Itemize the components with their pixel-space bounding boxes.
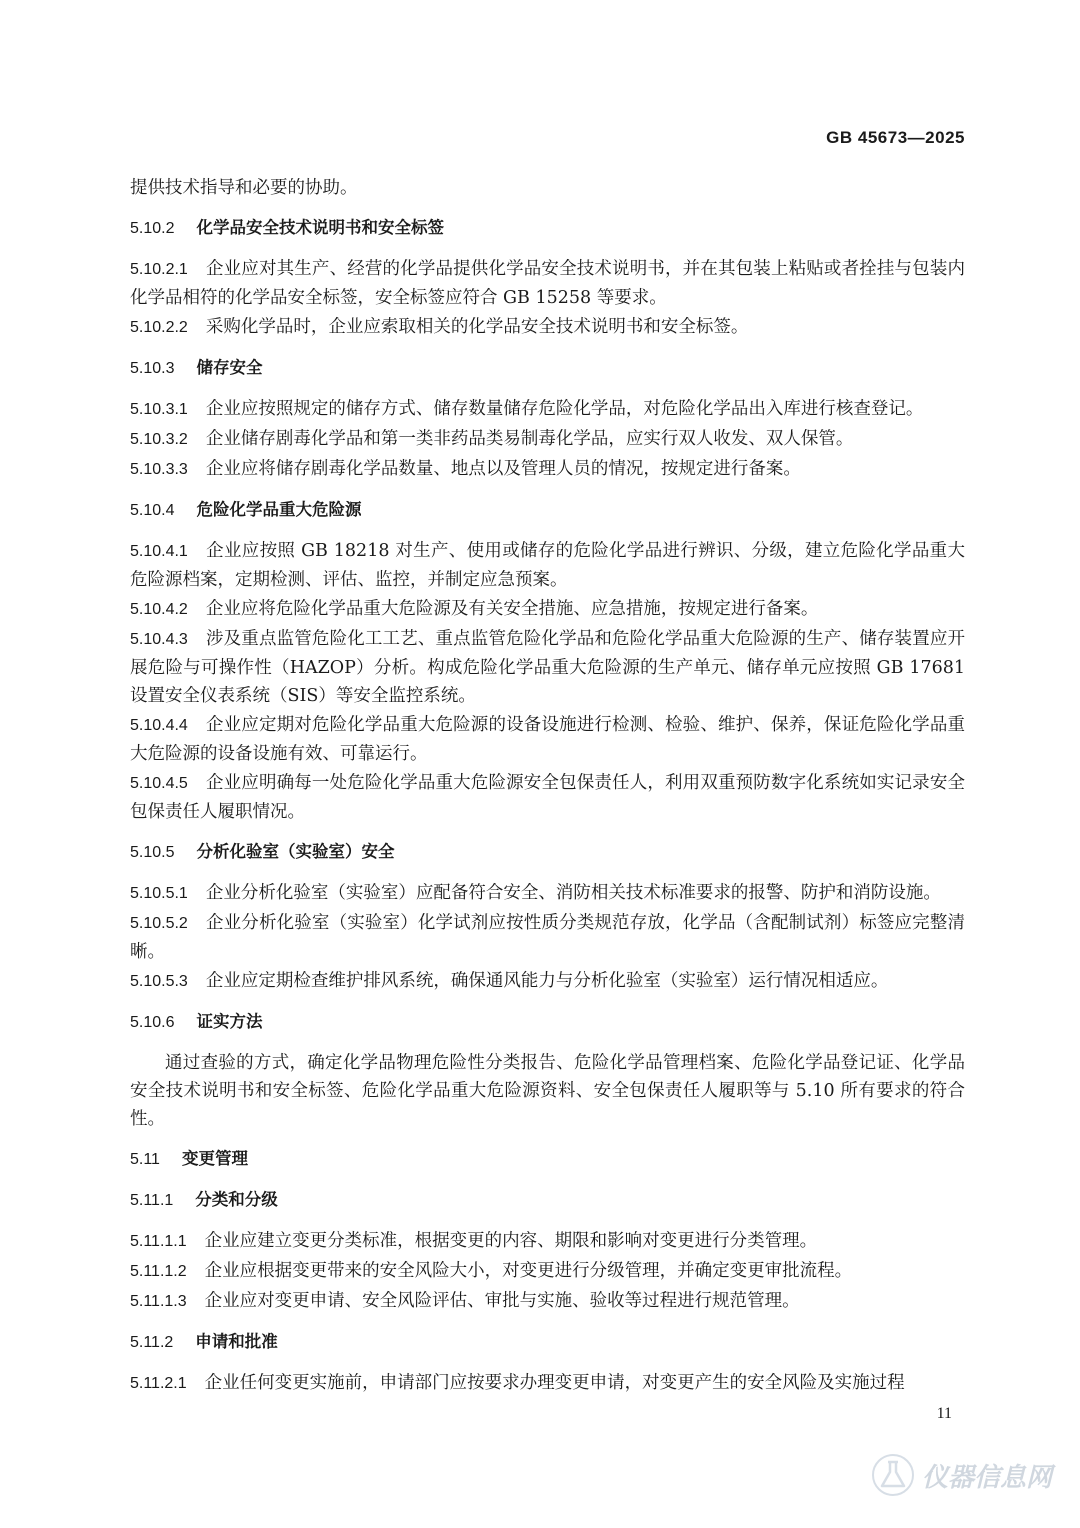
section-title: 变更管理	[181, 1149, 248, 1168]
section-heading	[130, 214, 965, 243]
clause-paragraph	[130, 1369, 965, 1398]
clause-text: 企业应对变更申请、安全风险评估、审批与实施、验收等过程进行规范管理。	[204, 1291, 800, 1311]
clause-paragraph	[130, 455, 965, 484]
clause-text: 企业应明确每一处危险化学品重大危险源安全包保责任人，利用双重预防数字化系统如实记录安全包保责任人履职情况。	[130, 773, 965, 822]
clause-text: 企业应定期对危险化学品重大危险源的设备设施进行检测、检验、维护、保养，保证危险化学品重大危险源的设备设施有效、可靠运行。	[130, 715, 965, 764]
clause-number: 5.10.4.1	[130, 543, 188, 560]
clause-paragraph	[130, 967, 965, 996]
clause-number: 5.10.5.2	[130, 915, 188, 932]
clause-text: 企业应根据变更带来的安全风险大小，对变更进行分级管理，并确定变更审批流程。	[204, 1261, 853, 1281]
clause-text: 企业应建立变更分类标准，根据变更的内容、期限和影响对变更进行分类管理。	[204, 1231, 818, 1251]
clause-paragraph	[130, 625, 965, 710]
clause-paragraph	[130, 909, 965, 966]
section-number: 5.11	[130, 1151, 160, 1168]
section-number: 5.10.4	[130, 502, 175, 519]
clause-paragraph	[130, 595, 965, 624]
clause-paragraph	[130, 1287, 965, 1316]
clause-number: 5.10.2.1	[130, 261, 188, 278]
section-heading	[130, 1008, 965, 1037]
clause-number: 5.11.1.3	[130, 1293, 187, 1310]
clause-number: 5.10.3.1	[130, 401, 188, 418]
body-paragraph: 通过查验的方式，确定化学品物理危险性分类报告、危险化学品管理档案、危险化学品登记证、化学品安全技术说明书和安全标签、危险化学品重大危险源资料、安全包保责任人履职等与 5.10 所有要求的符合性。	[130, 1053, 965, 1129]
clause-number: 5.10.5.1	[130, 885, 188, 902]
clause-text: 企业应按照 GB 18218 对生产、使用或储存的危险化学品进行辨识、分级，建立危险化学品重大危险源档案，定期检测、评估、监控，并制定应急预案。	[130, 541, 965, 590]
clause-paragraph	[130, 255, 965, 312]
clause-paragraph	[130, 395, 965, 424]
clause-number: 5.10.5.3	[130, 973, 188, 990]
clause-paragraph	[130, 1257, 965, 1286]
section-title: 分析化验室（实验室）安全	[196, 842, 395, 861]
section-heading	[130, 838, 965, 867]
clause-number: 5.10.4.2	[130, 601, 188, 618]
section-title: 危险化学品重大危险源	[196, 500, 362, 519]
section-number: 5.10.6	[130, 1014, 175, 1031]
section-title: 申请和批准	[195, 1332, 278, 1351]
clause-text: 企业分析化验室（实验室）应配备符合安全、消防相关技术标准要求的报警、防护和消防设施。	[205, 883, 941, 903]
clause-number: 5.10.3.3	[130, 461, 188, 478]
watermark	[870, 1452, 1052, 1498]
clause-number: 5.10.4.3	[130, 631, 188, 648]
clause-paragraph	[130, 879, 965, 908]
section-number: 5.11.1	[130, 1192, 174, 1209]
clause-number: 5.10.4.5	[130, 775, 188, 792]
clause-text: 企业任何变更实施前，申请部门应按要求办理变更申请，对变更产生的安全风险及实施过程	[204, 1373, 905, 1393]
section-number: 5.10.2	[130, 220, 175, 237]
continuation-text: 提供技术指导和必要的协助。	[130, 178, 358, 198]
clause-number: 5.11.1.2	[130, 1263, 187, 1280]
clause-text: 涉及重点监管危险化工工艺、重点监管危险化学品和危险化学品重大危险源的生产、储存装置应开展危险与可操作性（HAZOP）分析。构成危险化学品重大危险源的生产单元、储存单元应按照 GB 17681 设置安全仪表系统（SIS）等安全监控系统。	[130, 629, 965, 706]
clause-paragraph	[130, 425, 965, 454]
clause-text: 企业储存剧毒化学品和第一类非药品类易制毒化学品，应实行双人收发、双人保管。	[205, 429, 854, 449]
section-number: 5.10.3	[130, 360, 175, 377]
section-heading	[130, 354, 965, 383]
section-title: 储存安全	[196, 358, 263, 377]
section-heading	[130, 1145, 965, 1174]
clause-text: 企业应定期检查维护排风系统，确保通风能力与分析化验室（实验室）运行情况相适应。	[205, 971, 889, 991]
clause-paragraph	[130, 711, 965, 768]
flask-logo-icon	[870, 1452, 916, 1498]
section-number: 5.11.2	[130, 1334, 174, 1351]
clause-text: 企业应对其生产、经营的化学品提供化学品安全技术说明书，并在其包装上粘贴或者拴挂与包装内化学品相符的化学品安全标签，安全标签应符合 GB 15258 等要求。	[130, 259, 965, 308]
clause-paragraph	[130, 769, 965, 826]
clause-text: 企业应将储存剧毒化学品数量、地点以及管理人员的情况，按规定进行备案。	[205, 459, 801, 479]
section-number: 5.10.5	[130, 844, 175, 861]
section-heading	[130, 1328, 965, 1357]
clause-number: 5.11.1.1	[130, 1233, 187, 1250]
section-heading	[130, 496, 965, 525]
document-body	[130, 174, 965, 1399]
clause-paragraph	[130, 313, 965, 342]
section-heading	[130, 1186, 965, 1215]
clause-number: 5.10.2.2	[130, 319, 188, 336]
document-code: GB 45673—2025	[826, 128, 965, 147]
clause-text: 企业分析化验室（实验室）化学试剂应按性质分类规范存放，化学品（含配制试剂）标签应完整清晰。	[130, 913, 965, 962]
clause-text: 企业应按照规定的储存方式、储存数量储存危险化学品，对危险化学品出入库进行核查登记。	[205, 399, 924, 419]
section-title: 化学品安全技术说明书和安全标签	[196, 218, 444, 237]
clause-paragraph	[130, 1227, 965, 1256]
clause-text: 企业应将危险化学品重大危险源及有关安全措施、应急措施，按规定进行备案。	[205, 599, 819, 619]
section-title: 证实方法	[196, 1012, 263, 1031]
watermark-text: 仪器信息网	[921, 1462, 1052, 1493]
section-title: 分类和分级	[195, 1190, 278, 1209]
page-number: 11	[936, 1405, 952, 1422]
clause-paragraph	[130, 537, 965, 594]
clause-number: 5.11.2.1	[130, 1375, 187, 1392]
clause-text: 采购化学品时，企业应索取相关的化学品安全技术说明书和安全标签。	[205, 317, 749, 337]
clause-number: 5.10.4.4	[130, 717, 188, 734]
clause-number: 5.10.3.2	[130, 431, 188, 448]
